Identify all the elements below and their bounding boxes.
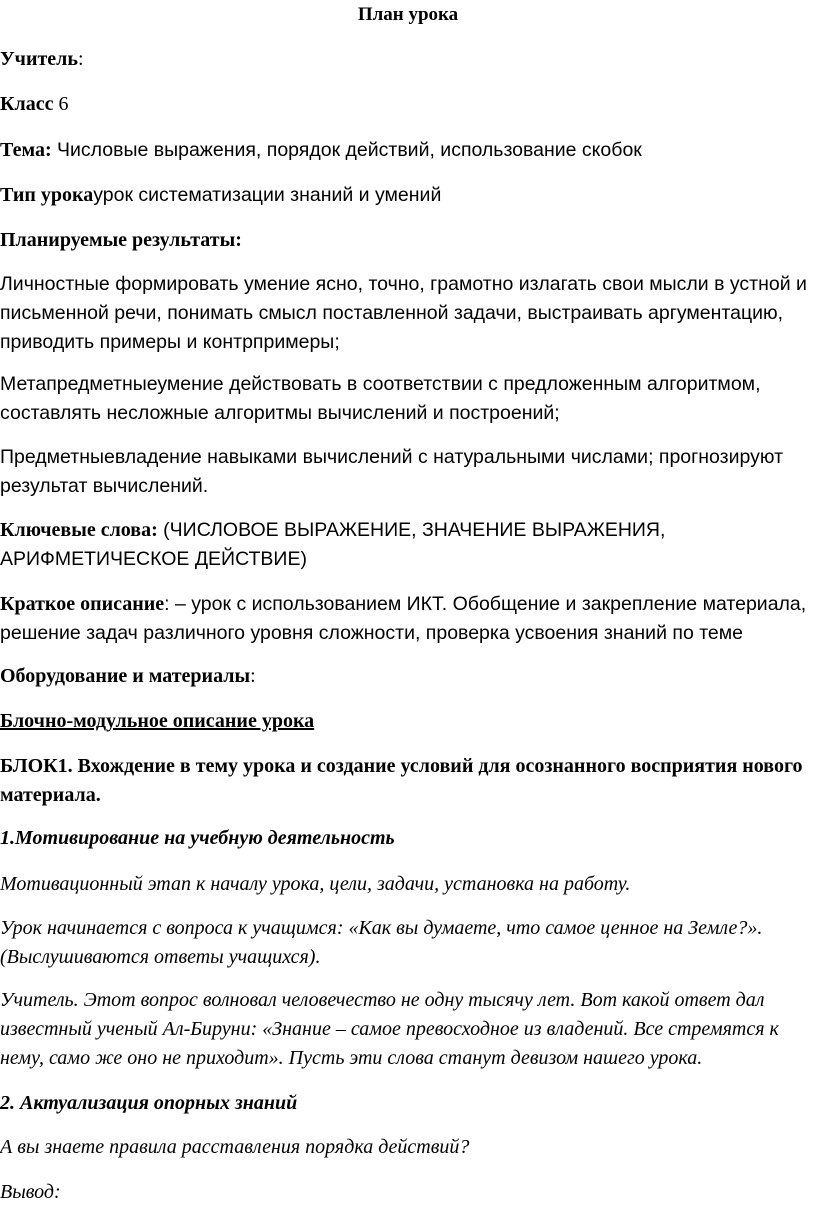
- section1-paragraph-1: Мотивационный этап к началу урока, цели, задачи, установка на работу.: [0, 873, 631, 895]
- keywords-value: (ЧИСЛОВОЕ ВЫРАЖЕНИЕ, ЗНАЧЕНИЕ ВЫРАЖЕНИЯ, АРИФМЕТИЧЕСКОЕ ДЕЙСТВИЕ): [0, 519, 666, 570]
- planned-results-heading: Планируемые результаты:: [0, 229, 242, 251]
- block1-title: БЛОК1. Вхождение в тему урока и создание условий для осознанного восприятия нового материала.: [0, 755, 803, 806]
- teacher-field: [0, 45, 816, 74]
- class-field: [0, 90, 816, 119]
- page-title: План урока: [357, 4, 459, 25]
- section1-paragraph-3: Учитель. Этот вопрос волновал человечество не одну тысячу лет. Вот какой ответ дал известный ученый Ал-Бируни: «Знание – самое превосходное из владений. Все стремятся к нему, само же оно не приходит». Пусть эти слова станут девизом нашего урока.: [0, 989, 779, 1069]
- section2-title: 2. Актуализация опорных знаний: [0, 1092, 298, 1114]
- section1-title: 1.Мотивирование на учебную деятельность: [0, 827, 395, 849]
- lesson-type-label: Тип урока: [0, 184, 94, 206]
- teacher-label: Учитель: [0, 48, 78, 70]
- equipment-field: [0, 662, 816, 691]
- class-value: 6: [53, 93, 69, 115]
- section2-conclusion: Вывод:: [0, 1181, 61, 1203]
- equipment-separator: :: [250, 665, 256, 687]
- topic-field: [0, 136, 816, 165]
- short-description-label: Краткое описание: [0, 593, 165, 615]
- teacher-separator: :: [77, 48, 84, 70]
- equipment-label: Оборудование и материалы: [0, 665, 251, 687]
- personal-results: Личностные формировать умение ясно, точно, грамотно излагать свои мысли в устной и письменной речи, понимать смысл поставленной задачи, выстраивать аргументацию, приводить примеры и контрпримеры;: [0, 273, 807, 353]
- block-description-heading: Блочно-модульное описание урока: [0, 710, 315, 732]
- metasubject-results: Метапредметныеумение действовать в соответствии с предложенным алгоритмом, составлять несложные алгоритмы вычислений и построений;: [0, 373, 761, 424]
- section1-paragraph-2: Урок начинается с вопроса к учащимся: «Как вы думаете, что самое ценное на Земле?». (Выслушиваются ответы учащихся).: [0, 917, 763, 968]
- topic-label: Тема:: [0, 139, 52, 161]
- class-label: Класс: [0, 93, 54, 115]
- short-description-value: : – урок с использованием ИКТ. Обобщение и закрепление материала, решение задач различного уровня сложности, проверка усвоения знаний по теме: [0, 593, 807, 644]
- keywords-label: Ключевые слова:: [0, 519, 158, 541]
- short-description-field: [0, 590, 816, 648]
- lesson-type-value: урок систематизации знаний и умений: [93, 184, 442, 206]
- keywords-field: [0, 516, 816, 574]
- section2-question: А вы знаете правила расставления порядка действий?: [0, 1136, 470, 1158]
- topic-value: Числовые выражения, порядок действий, использование скобок: [51, 139, 642, 161]
- lesson-type-field: [0, 181, 816, 210]
- subject-results: Предметныевладение навыками вычислений с натуральными числами; прогнозируют результат вычислений.: [0, 446, 783, 497]
